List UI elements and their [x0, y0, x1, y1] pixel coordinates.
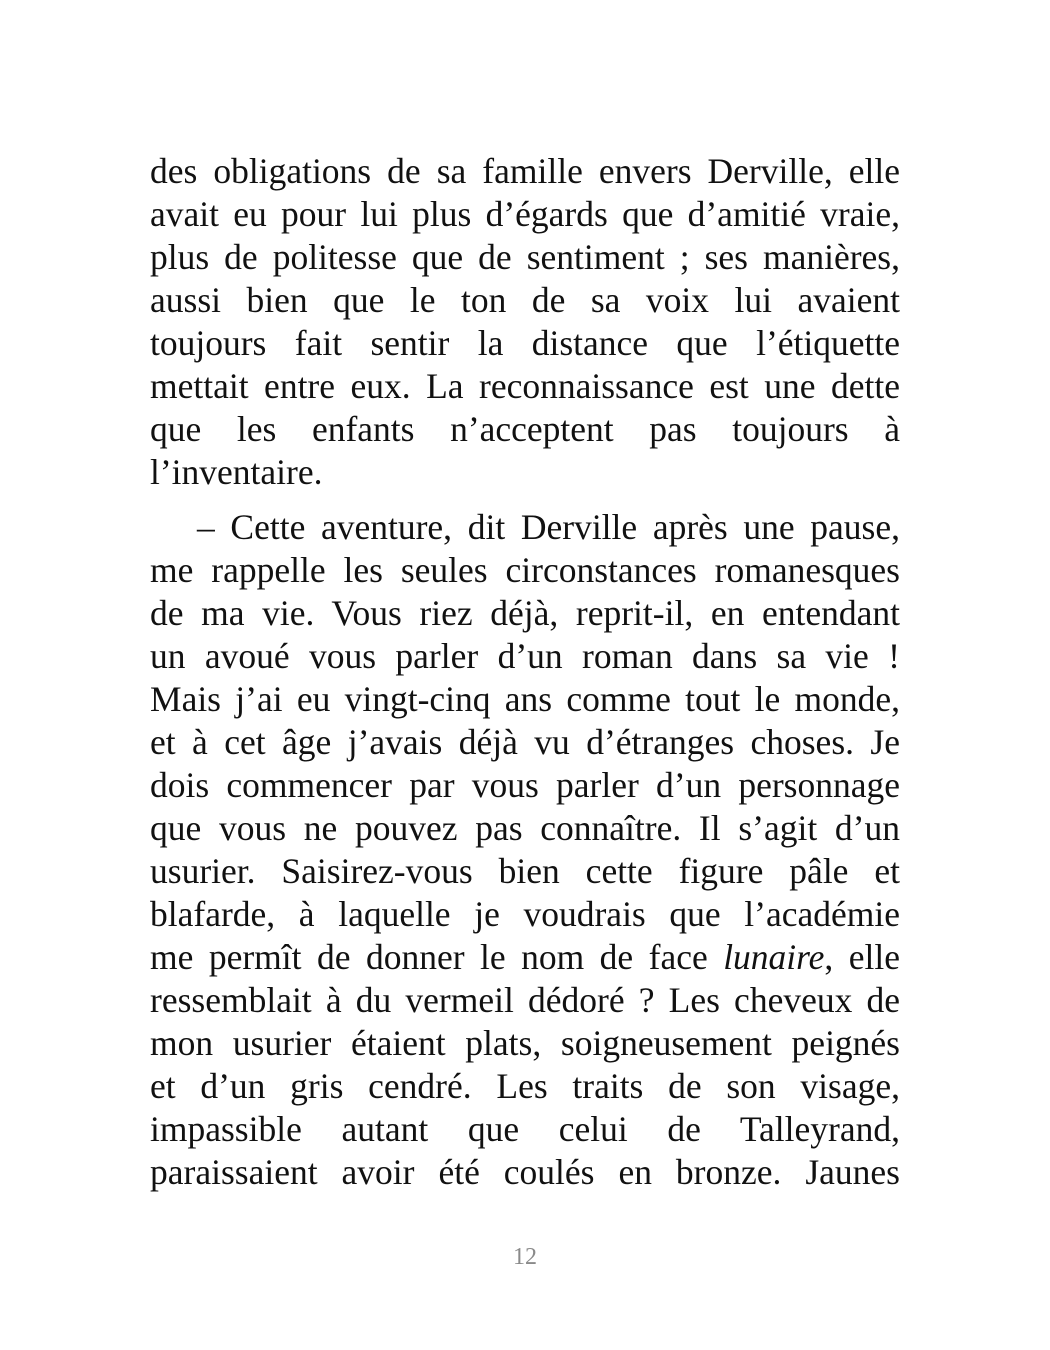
text-line: plus de politesse que de sentiment ; ses manières, — [150, 237, 900, 277]
text-line: et à cet âge j’avais déjà vu d’étranges choses. Je — [150, 722, 900, 762]
text-line: que vous ne pouvez pas connaître. Il s’agit d’un — [150, 808, 900, 848]
paragraph-gap — [150, 494, 900, 506]
text-line: aussi bien que le ton de sa voix lui avaient — [150, 280, 900, 320]
page-body-text — [150, 150, 900, 1194]
text-segment: me permît de donner le nom de face — [150, 937, 724, 977]
text-line: mon usurier étaient plats, soigneusement peignés — [150, 1023, 900, 1063]
text-line: – Cette aventure, dit Derville après une pause, — [197, 507, 900, 547]
text-line: mettait entre eux. La reconnaissance est une dette — [150, 366, 900, 406]
text-line-with-italic — [150, 936, 900, 979]
text-line: dois commencer par vous parler d’un personnage — [150, 765, 900, 805]
text-segment: , elle — [824, 937, 901, 977]
paragraph-1 — [150, 150, 900, 494]
page-number: 12 — [513, 1244, 537, 1270]
text-line: et d’un gris cendré. Les traits de son visage, — [150, 1066, 900, 1106]
italic-word: lunaire — [723, 937, 825, 977]
text-line: l’inventaire. — [150, 452, 323, 492]
text-line: que les enfants n’acceptent pas toujours à — [150, 409, 900, 449]
text-line: me rappelle les seules circonstances romanesques — [150, 550, 900, 590]
text-line: des obligations de sa famille envers Derville, elle — [150, 151, 900, 191]
text-line: impassible autant que celui de Talleyrand, — [150, 1109, 900, 1149]
text-line: toujours fait sentir la distance que l’étiquette — [150, 323, 900, 363]
text-line: ressemblait à du vermeil dédoré ? Les cheveux de — [150, 980, 900, 1020]
text-line: usurier. Saisirez-vous bien cette figure pâle et — [150, 851, 900, 891]
text-line: un avoué vous parler d’un roman dans sa vie ! — [150, 636, 900, 676]
text-line: blafarde, à laquelle je voudrais que l’académie — [150, 894, 900, 934]
text-line: avait eu pour lui plus d’égards que d’amitié vraie, — [150, 194, 900, 234]
text-line: Mais j’ai eu vingt-cinq ans comme tout le monde, — [150, 679, 900, 719]
text-line: de ma vie. Vous riez déjà, reprit-il, en entendant — [150, 593, 900, 633]
text-line: paraissaient avoir été coulés en bronze. Jaunes — [150, 1152, 900, 1192]
paragraph-2 — [150, 506, 900, 1194]
